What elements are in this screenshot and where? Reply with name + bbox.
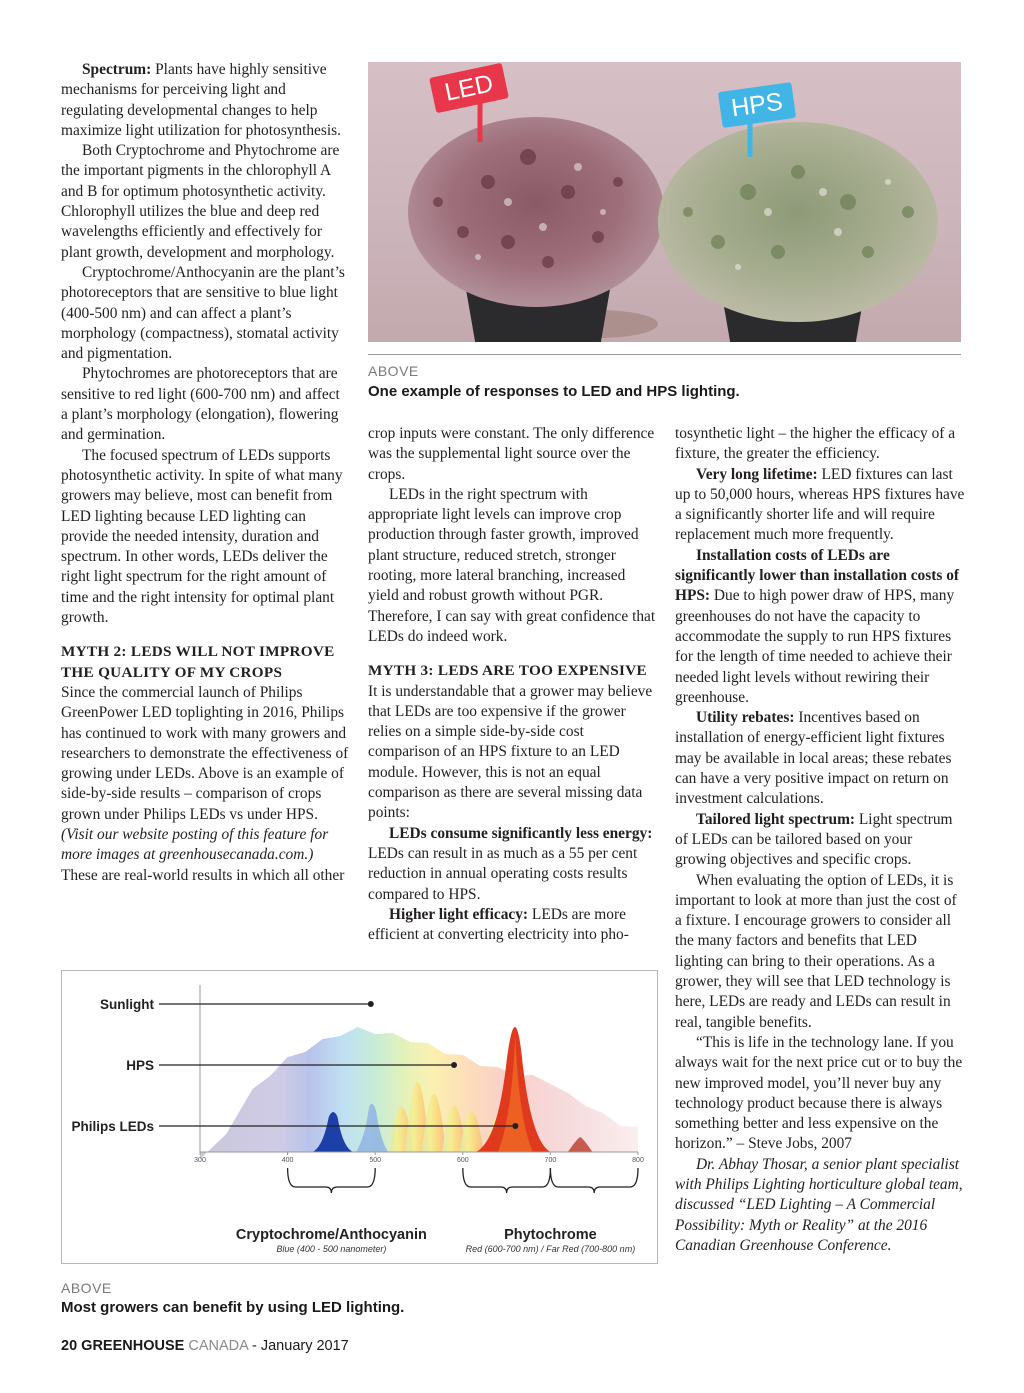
energy-paragraph [368,824,658,905]
article-column-3 [675,424,965,1256]
magazine-name-suffix: CANADA [188,1338,248,1354]
series-label: Philips LEDs [71,1119,154,1134]
tailored-lead: Tailored light spectrum: [696,810,856,828]
efficacy-lead: Higher light efficacy: [389,905,529,923]
myth3-heading: MYTH 3: LEDS ARE TOO EXPENSIVE [368,662,647,680]
lifetime-lead: Very long lifetime: [696,465,818,483]
myth2-tail: These are real-world results in which all other [61,866,345,884]
bracket-sublabel-red: Red (600-700 nm) / Far Red (700-800 nm) [465,1244,636,1254]
chart-brackets [236,1168,638,1254]
myth2-heading: MYTH 2: LEDS WILL NOT IMPROVE THE QUALITY OF MY CROPS [61,643,335,681]
myth2-website-note: (Visit our website posting of this feature for more images at greenhousecanada.com.) [61,825,329,864]
efficacy-continued: tosynthetic light – the higher the efficacy of a fixture, the greater the efficiency. [675,425,956,463]
phytochrome-paragraph: Phytochromes are photoreceptors that are sensitive to red light (600-700 nm) and affect a plant’s morphology (elongation), flowering and germination. [61,365,340,444]
myth3-paragraph: It is understandable that a grower may believe that LEDs are too expensive if the grower relies on a simple side-by-side cost comparison of an HPS fixture to an LED module. However, this is not an equal comparison as there are several missing data points: [368,682,653,822]
cryptochrome-paragraph: Cryptochrome/Anthocyanin are the plant’s photoreceptors that are sensitive to blue light (400-500 nm) and can affect a plant’s morphology (compactness), stomatal activity and pigmentation. [61,263,345,363]
lifetime-paragraph [675,465,965,546]
lifetime-body: LED fixtures can last up to 50,000 hours, whereas HPS fixtures have a significantly shorter life and will require replacement much more frequently. [675,465,965,544]
installation-paragraph [675,546,965,708]
myth2-paragraph [61,683,350,886]
series-pointer-dot [512,1123,518,1129]
installation-body: Due to high power draw of HPS, many greenhouses do not have the capacity to accommodate the supply to run HPS fixtures for the length of time needed to achieve their needed light levels without rewiring their greenhouse. [675,587,955,706]
series-label: Sunlight [100,997,154,1012]
bracket-shape [288,1168,376,1193]
x-tick-label: 600 [456,1157,469,1164]
installation-lead: Installation costs of LEDs are significantly lower than installation costs of HPS: [675,546,960,605]
plant-hps [658,122,938,322]
bracket-shape [550,1168,638,1193]
x-tick-label: 800 [632,1157,644,1164]
myth2-body: Since the commercial launch of Philips GreenPower LED toplighting in 2016, Philips has continued to work with many growers and researchers to demonstrate the effectiveness of growing under LEDs. Above is an example of side-by-side results – comparison of crops grown under Philips LEDs vs under HPS. [61,683,349,823]
article-column-1 [61,60,350,886]
figure-caption: Most growers can benefit by using LED lighting. [61,1299,405,1316]
spectrum-chart [61,970,658,1264]
article-column-2 [368,424,658,945]
evaluation-paragraph: When evaluating the option of LEDs, it is important to look at more than just the cost of a fixture. I encourage growers to consider all the many factors and benefits that LED lighting can bring to their operations. As a grower, they will see that LED technology is here, LEDs are ready and LEDs can result in real, tangible benefits. [675,871,957,1031]
bracket-sublabel-blue: Blue (400 - 500 nanometer) [276,1244,387,1254]
bracket-label-cryptochrome: Cryptochrome/Anthocyanin [235,1227,427,1243]
rebates-lead: Utility rebates: [696,709,795,727]
bracket-label-phytochrome: Phytochrome [504,1227,597,1243]
author-bio [675,1155,965,1256]
page-footer [61,1338,349,1354]
magazine-name: GREENHOUSE [81,1338,185,1354]
photo-caption-rule [368,354,961,355]
spectrum-lead: Spectrum: [82,61,152,78]
x-tick-label: 300 [194,1157,206,1164]
right-spectrum-paragraph: LEDs in the right spectrum with appropriate light levels can improve crop production through faster growth, improved plant structure, reduced stretch, stronger rooting, more lateral branching, increased yield and robust growth without PGR. Therefore, I can say with great confidence that LEDs do indeed work. [368,485,656,645]
chart-x-ticks [194,1152,644,1164]
series-label: HPS [126,1058,154,1073]
hps-tag-label: HPS [729,87,785,123]
author-bio-text: Dr. Abhay Thosar, a senior plant specialist with Philips Lighting horticulture global team, discussed “LED Lighting – A Commercial Possibility: Myth or Reality” at the 2016 Canadian Greenhouse Conference. [675,1155,963,1254]
x-tick-label: 700 [544,1157,557,1164]
bracket-shape [463,1168,551,1193]
rebates-paragraph [675,708,965,809]
spectrum-paragraph [61,60,350,141]
energy-body: LEDs can result in as much as a 55 per cent reduction in annual operating costs results compared to HPS. [368,844,638,903]
tailored-body: Light spectrum of LEDs can be tailored based on your growing objectives and specific crops. [675,810,953,869]
efficacy-body: LEDs are more efficient at converting electricity into pho- [368,905,629,944]
x-tick-label: 400 [281,1157,294,1164]
x-tick-label: 500 [369,1157,382,1164]
led-vs-hps-photo [368,62,961,342]
plant-led [408,117,664,307]
focused-spectrum-paragraph: The focused spectrum of LEDs supports photosynthetic activity. In spite of what many growers may believe, most can benefit from LED lighting because LED lighting can provide the needed intensity, duration and spectrum. In other words, LEDs deliver the right light spectrum for the right amount of time and the right intensity for optimal plant growth. [61,446,343,627]
series-pointer-dot [451,1062,457,1068]
rebates-body: Incentives based on installation of energy-efficient light fixtures may be available in local areas; these rebates can have a very positive impact on return on investment calculations. [675,709,952,808]
energy-lead: LEDs consume significantly less energy: [389,824,653,842]
efficacy-paragraph [368,905,658,946]
series-pointer-dot [368,1001,374,1007]
tailored-paragraph [675,810,965,871]
page-number: 20 [61,1338,78,1354]
pigments-paragraph: Both Cryptochrome and Phytochrome are the important pigments in the chlorophyll A and B for optimum photosynthetic activity. Chlorophyll utilizes the blue and deep red wavelengths efficiently and effectively for plant growth, development and morphology. [61,142,340,261]
photo-above-label: ABOVE [368,363,419,379]
spectrum-chart-svg [62,971,657,1263]
led-tag-label: LED [442,69,496,107]
photo-caption: One example of responses to LED and HPS lighting. [368,383,740,400]
steve-jobs-quote: “This is life in the technology lane. If you always wait for the next price cut or to buy the new improved model, you’ll never buy any technology product because there is always something better and less expensive on the horizon.” – Steve Jobs, 2007 [675,1033,963,1153]
spectrum-body: Plants have highly sensitive mechanisms for perceiving light and regulating developmental changes to help maximize light utilization for photosynthesis. [61,61,341,139]
crop-inputs-paragraph: crop inputs were constant. The only difference was the supplemental light source over the crops. [368,425,655,483]
figure-above-label: ABOVE [61,1280,112,1296]
issue-date: - January 2017 [252,1338,349,1354]
